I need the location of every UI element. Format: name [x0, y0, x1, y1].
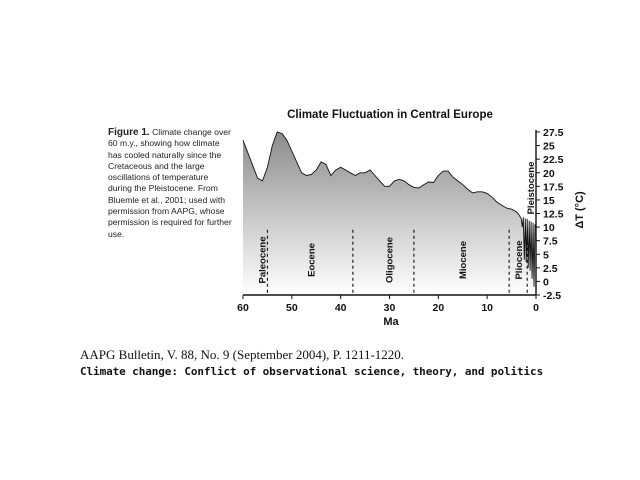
- x-tick-label: 50: [285, 302, 298, 314]
- y-tick-label: 27.5: [543, 127, 564, 139]
- y-tick-label: 7.5: [543, 235, 558, 248]
- epoch-label: Pliocene: [513, 240, 525, 280]
- plot-area: [237, 127, 563, 314]
- y-tick-label: 2.5: [543, 262, 558, 275]
- caption-label: Figure 1.: [108, 127, 150, 138]
- y-tick-label: 15: [543, 194, 555, 207]
- epoch-label: Pleistocene: [526, 161, 537, 215]
- y-tick-label: 20: [543, 167, 555, 180]
- y-tick-label: 22.5: [543, 154, 564, 167]
- x-tick-label: 40: [334, 302, 347, 314]
- epoch-label: Eocene: [306, 243, 318, 277]
- subtitle: Climate change: Conflict of observational science, theory, and politics: [80, 365, 544, 378]
- x-tick-label: 20: [432, 302, 445, 314]
- epoch-label: Miocene: [457, 240, 469, 280]
- x-axis-title: Ma: [383, 316, 399, 328]
- x-tick-label: 60: [237, 302, 249, 314]
- y-tick-label: 25: [543, 140, 555, 153]
- y-tick-label: 17.5: [543, 181, 564, 194]
- y-tick-label: 10: [543, 222, 555, 235]
- y-tick-label: 12.5: [543, 208, 564, 221]
- epoch-label: Paleocene: [257, 236, 269, 284]
- chart-title: Climate Fluctuation in Central Europe: [287, 109, 493, 121]
- y-axis-title: ΔT (°C): [574, 191, 586, 229]
- citation: AAPG Bulletin, V. 88, No. 9 (September 2004), P. 1211-1220.: [80, 347, 405, 362]
- epoch-label: Oligocene: [384, 237, 396, 283]
- y-tick-label: -2.5: [543, 290, 562, 302]
- x-tick-label: 0: [533, 302, 539, 314]
- y-tick-label: 0: [543, 276, 549, 289]
- y-tick-label: 5: [543, 249, 549, 262]
- x-tick-label: 10: [481, 302, 494, 314]
- caption-text: Climate change over 60 m.y., showing how climate has cooled naturally since the Cretaceous and the large oscillations of temperature during the Pleistocene. From Bluemle et al., 2001; used with permission from AAPG, whose permission is required for further use.: [108, 127, 232, 239]
- x-tick-label: 30: [383, 302, 396, 314]
